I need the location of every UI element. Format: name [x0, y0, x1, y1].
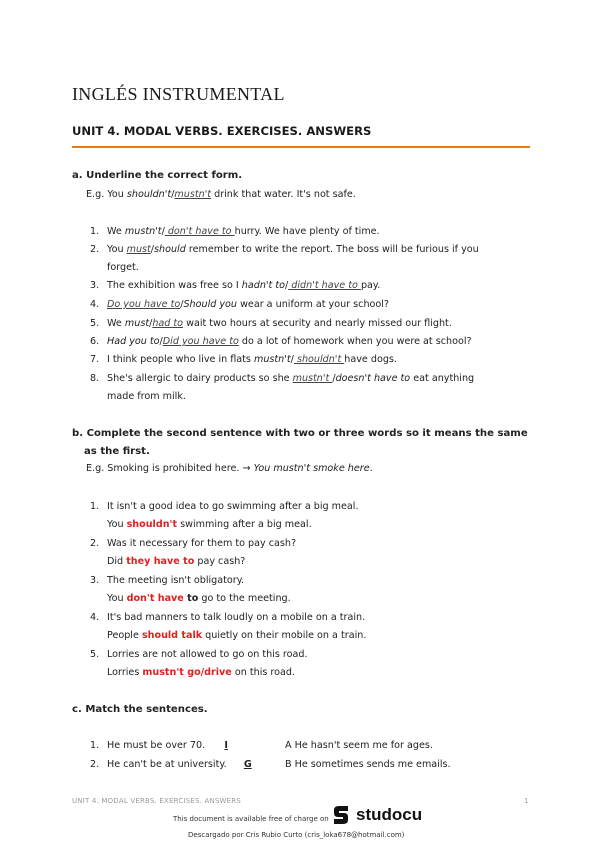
list-number: 8. — [90, 373, 100, 384]
list-item-continuation: made from milk. — [107, 391, 186, 402]
studocu-logo-icon — [330, 804, 352, 826]
question-sentence: The meeting isn't obligatory. — [107, 575, 245, 586]
match-left: He must be over 70. I — [107, 740, 244, 751]
section-c-heading: c. Match the sentences. — [72, 704, 208, 715]
list-item: She's allergic to dairy products so she mustn't /doesn't have to eat anything — [107, 373, 475, 384]
question-sentence: It isn't a good idea to go swimming after a big meal. — [107, 501, 359, 512]
list-number: 4. — [90, 612, 100, 623]
match-answer: G — [243, 759, 252, 770]
list-item: The exhibition was free so I hadn't to/ didn't have to pay. — [107, 280, 381, 291]
list-item: You must/should remember to write the report. The boss will be furious if you — [107, 244, 479, 255]
question-sentence: It's bad manners to talk loudly on a mobile on a train. — [107, 612, 366, 623]
download-attribution: Descargado por Cris Rubio Curto (cris_loka678@hotmail.com) — [188, 831, 405, 839]
list-item: I think people who live in flats mustn't/ shouldn't have dogs. — [107, 354, 397, 365]
answer-sentence: People should talk quietly on their mobile on a train. — [107, 630, 367, 641]
question-sentence: Lorries are not allowed to go on this road. — [107, 649, 308, 660]
list-item: We mustn't/ don't have to hurry. We have plenty of time. — [107, 226, 380, 237]
list-number: 1. — [90, 740, 100, 751]
list-number: 5. — [90, 649, 100, 660]
match-right: A He hasn't seem me for ages. — [285, 740, 433, 751]
section-b-heading: b. Complete the second sentence with two or three words so it means the same as the first. — [72, 428, 528, 457]
list-item: We must/had to wait two hours at security and nearly missed our flight. — [107, 318, 452, 329]
list-item-continuation: forget. — [107, 262, 139, 273]
section-b-example: E.g. Smoking is prohibited here. → You mustn't smoke here. — [86, 463, 373, 474]
studocu-logo[interactable] — [330, 804, 422, 826]
list-number: 6. — [90, 336, 100, 347]
document-title: INGLÉS INSTRUMENTAL — [72, 84, 285, 104]
question-sentence: Was it necessary for them to pay cash? — [107, 538, 297, 549]
list-number: 1. — [90, 501, 100, 512]
list-number: 2. — [90, 538, 100, 549]
answer-sentence: You don't have to go to the meeting. — [107, 593, 291, 604]
footer-running-title: UNIT 4. MODAL VERBS. EXERCISES. ANSWERS — [72, 797, 241, 805]
answer-sentence: Did they have to pay cash? — [107, 556, 246, 567]
unit-title: UNIT 4. MODAL VERBS. EXERCISES. ANSWERS — [72, 124, 372, 138]
list-number: 1. — [90, 226, 100, 237]
answer-sentence: You shouldn't swimming after a big meal. — [107, 519, 312, 530]
match-answer: I — [224, 740, 228, 751]
list-number: 2. — [90, 244, 100, 255]
title-divider — [72, 146, 530, 148]
match-left: He can't be at university. G — [107, 759, 266, 770]
list-number: 4. — [90, 299, 100, 310]
list-number: 2. — [90, 759, 100, 770]
page-number: 1 — [524, 797, 529, 805]
section-a-example: E.g. You shouldn't/mustn't drink that water. It's not safe. — [86, 189, 356, 200]
list-item: Do you have to/Should you wear a uniform at your school? — [107, 299, 390, 310]
example-answer: mustn't — [174, 189, 212, 200]
list-number: 7. — [90, 354, 100, 365]
availability-notice: This document is available free of charge on — [173, 815, 329, 823]
section-a-heading: a. Underline the correct form. — [72, 170, 243, 181]
match-right: B He sometimes sends me emails. — [285, 759, 451, 770]
list-item: Had you to/Did you have to do a lot of homework when you were at school? — [107, 336, 472, 347]
answer-sentence: Lorries mustn't go/drive on this road. — [107, 667, 296, 678]
list-number: 3. — [90, 575, 100, 586]
list-number: 5. — [90, 318, 100, 329]
list-number: 3. — [90, 280, 100, 291]
studocu-wordmark: studocu — [356, 805, 423, 824]
